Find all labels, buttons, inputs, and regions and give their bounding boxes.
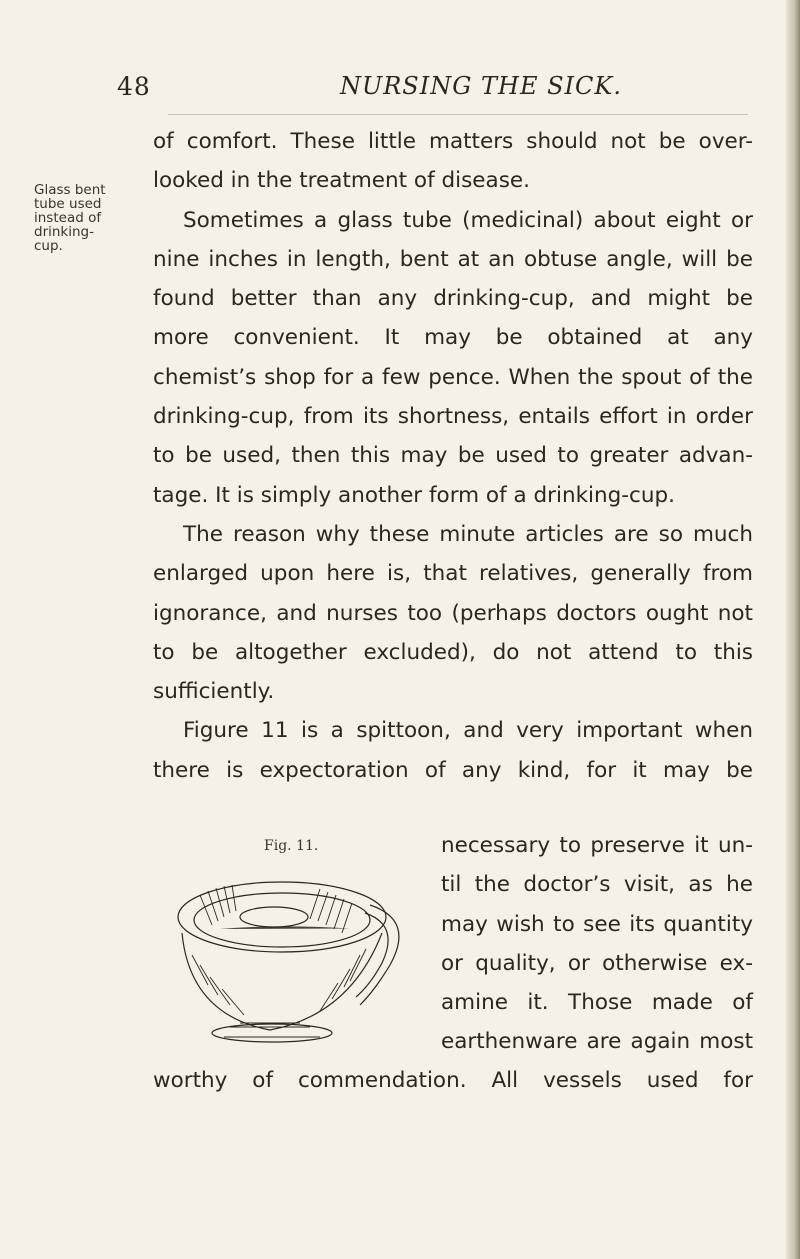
figure-label: Fig. 11. <box>264 838 319 854</box>
text-line: worthy of commendation. All vessels used for <box>153 1068 753 1093</box>
text-line: of comfort. These little matters should not be over- <box>153 129 753 154</box>
text-line: The reason why these minute articles are so much <box>183 521 753 547</box>
text-line: Figure 11 is a spittoon, and very important when <box>183 718 753 744</box>
text-line: drinking-cup, from its shortness, entails effort in order <box>153 404 753 430</box>
text-line: nine inches in length, bent at an obtuse angle, will be <box>153 246 753 272</box>
header-rule <box>168 114 748 115</box>
text-line: sufficiently. <box>153 679 275 705</box>
text-line: earthenware are again most <box>441 1029 753 1055</box>
page-edge-shadow <box>786 0 800 1259</box>
margin-note <box>34 183 114 253</box>
text-line: tage. It is simply another form of a drinking-cup. <box>153 482 675 508</box>
page-number: 48 <box>117 72 151 101</box>
text-line: amine it. Those made of <box>441 990 753 1016</box>
text-line: or quality, or otherwise ex- <box>441 950 753 976</box>
text-line: enlarged upon here is, that relatives, generally from <box>153 561 753 587</box>
margin-note-line: cup. <box>34 238 63 254</box>
text-line: looked in the treatment of disease. <box>153 168 530 194</box>
text-line: more convenient. It may be obtained at any <box>153 325 753 351</box>
page-header <box>0 72 800 112</box>
text-line: necessary to preserve it un- <box>441 833 753 858</box>
margin-note-line: instead of <box>34 210 102 226</box>
text-line: found better than any drinking-cup, and might be <box>153 286 753 312</box>
text-line: may wish to see its quantity <box>441 911 753 937</box>
text-line: til the doctor’s visit, as he <box>441 872 753 898</box>
text-line: chemist’s shop for a few pence. When the spout of the <box>153 364 753 390</box>
spittoon-illustration-icon <box>160 865 430 1055</box>
text-line: to be used, then this may be used to greater advan- <box>153 443 753 469</box>
text-beside-figure <box>441 826 753 1062</box>
text-line: ignorance, and nurses too (perhaps doctors ought not <box>153 600 753 626</box>
margin-note-line: drinking- <box>34 224 94 240</box>
body-text <box>153 122 753 790</box>
last-line-block <box>153 1061 753 1100</box>
running-title: NURSING THE SICK. <box>340 72 622 100</box>
text-line: Sometimes a glass tube (medicinal) about eight or <box>183 207 753 233</box>
margin-note-line: Glass bent <box>34 182 106 198</box>
text-line: there is expectoration of any kind, for it may be <box>153 757 753 783</box>
margin-note-line: tube used <box>34 196 102 212</box>
text-line: to be altogether excluded), do not attend to this <box>153 639 753 665</box>
